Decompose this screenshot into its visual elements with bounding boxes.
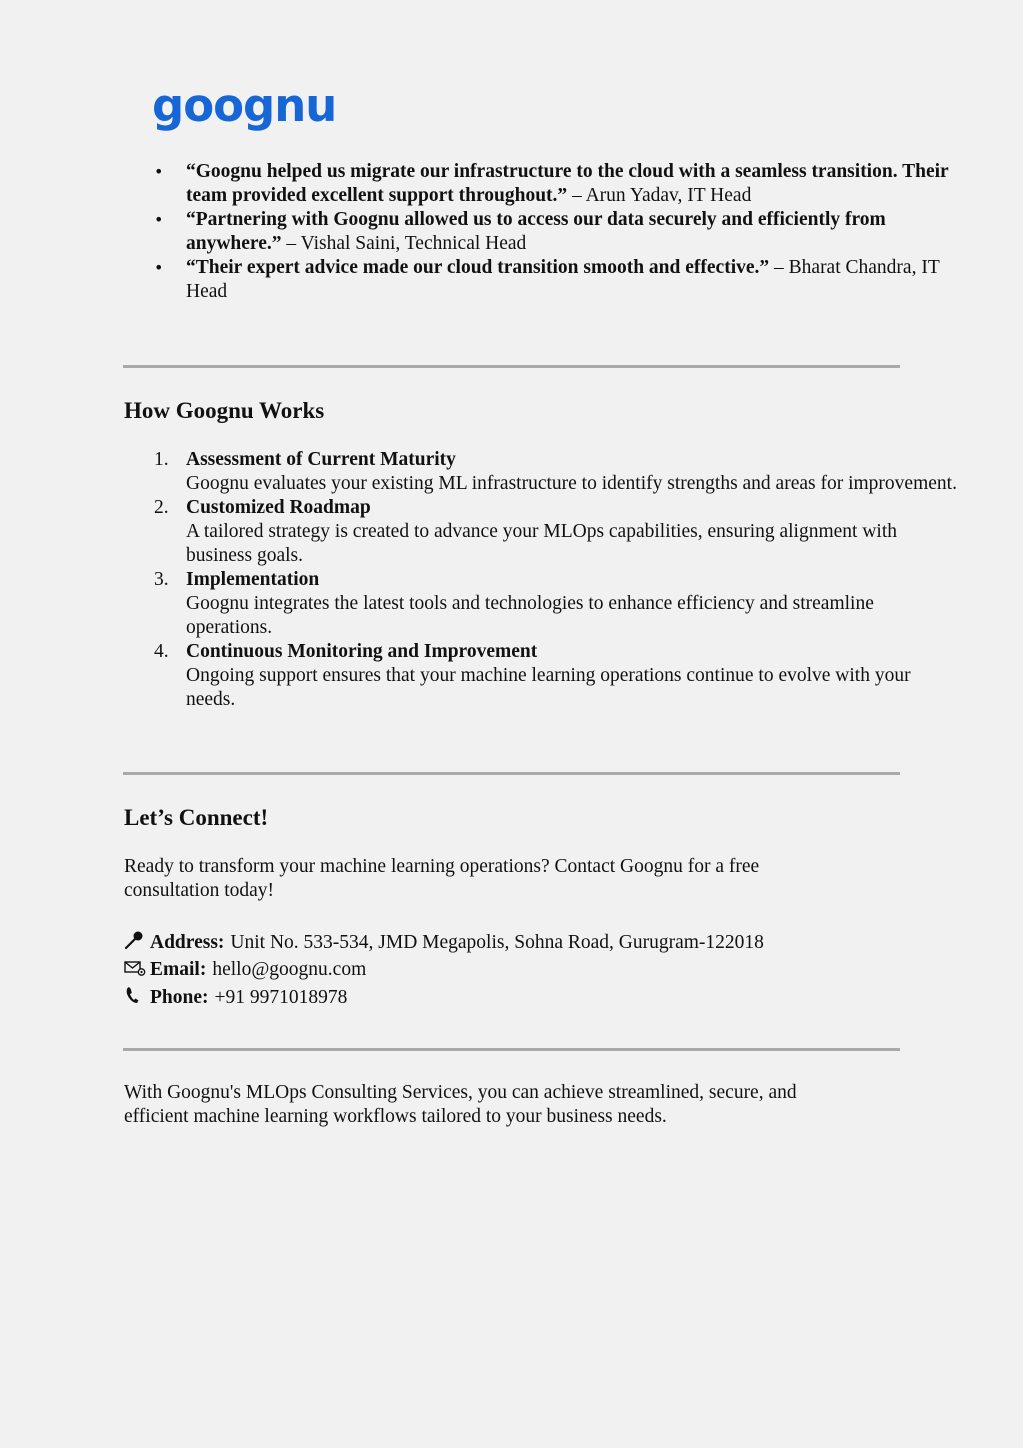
contact-address: [124, 929, 764, 957]
testimonials-list: [124, 160, 966, 304]
contact-phone: [124, 984, 764, 1012]
email-label: Email:: [150, 959, 207, 981]
phone-value[interactable]: +91 9971018978: [214, 986, 348, 1008]
testimonial-attribution: – Bharat Chandra, IT Head: [186, 257, 940, 302]
step-title: Implementation: [186, 569, 320, 590]
step-text: Ongoing support ensures that your machine learning operations continue to evolve with your needs.: [186, 665, 911, 710]
section-divider: [123, 772, 900, 775]
step-title: Customized Roadmap: [186, 497, 371, 518]
testimonial-quote: “Their expert advice made our cloud transition smooth and effective.”: [186, 257, 770, 278]
step-number: 4.: [154, 641, 169, 662]
steps-list: [124, 448, 962, 712]
step-title: Continuous Monitoring and Improvement: [186, 641, 538, 662]
pin-icon: [124, 930, 146, 955]
contact-list: [124, 929, 764, 1012]
step-text: Goognu evaluates your existing ML infrastructure to identify strengths and areas for improvement.: [186, 473, 957, 494]
step-number: 3.: [154, 569, 169, 590]
email-value[interactable]: hello@goognu.com: [212, 959, 367, 981]
phone-label: Phone:: [150, 986, 209, 1008]
how-it-works-heading: How Goognu Works: [124, 398, 325, 423]
step-item: [154, 496, 962, 568]
step-number: 1.: [154, 449, 169, 470]
step-item: [154, 448, 962, 496]
address-value: Unit No. 533-534, JMD Megapolis, Sohna Road, Gurugram-122018: [230, 931, 764, 953]
step-text: A tailored strategy is created to advance your MLOps capabilities, ensuring alignment with business goals.: [186, 521, 898, 566]
phone-icon: [124, 985, 146, 1010]
step-item: [154, 640, 962, 712]
testimonial-item: [186, 160, 966, 208]
step-item: [154, 568, 962, 640]
testimonial-attribution: – Vishal Saini, Technical Head: [281, 233, 527, 254]
contact-email: [124, 957, 764, 985]
section-divider: [123, 365, 900, 368]
email-icon: [124, 959, 146, 982]
connect-heading: Let’s Connect!: [124, 805, 269, 830]
step-text: Goognu integrates the latest tools and technologies to enhance efficiency and streamline operations.: [186, 593, 874, 638]
testimonial-quote: “Partnering with Goognu allowed us to access our data securely and efficiently from anywhere.”: [186, 209, 886, 254]
testimonial-item: [186, 256, 966, 304]
goognu-logo: goognu: [152, 79, 337, 132]
step-title: Assessment of Current Maturity: [186, 449, 456, 470]
address-label: Address:: [150, 931, 225, 953]
step-number: 2.: [154, 497, 169, 518]
section-divider: [123, 1048, 900, 1051]
closing-statement: With Goognu's MLOps Consulting Services, you can achieve streamlined, secure, and efficient machine learning workflows tailored to your business needs.: [124, 1082, 797, 1127]
testimonial-quote: “Goognu helped us migrate our infrastructure to the cloud with a seamless transition. Their team provided excellent support throughout.”: [186, 161, 949, 206]
testimonial-attribution: – Arun Yadav, IT Head: [567, 185, 752, 206]
testimonial-item: [186, 208, 966, 256]
connect-intro: Ready to transform your machine learning operations? Contact Goognu for a free consultation today!: [124, 856, 760, 901]
